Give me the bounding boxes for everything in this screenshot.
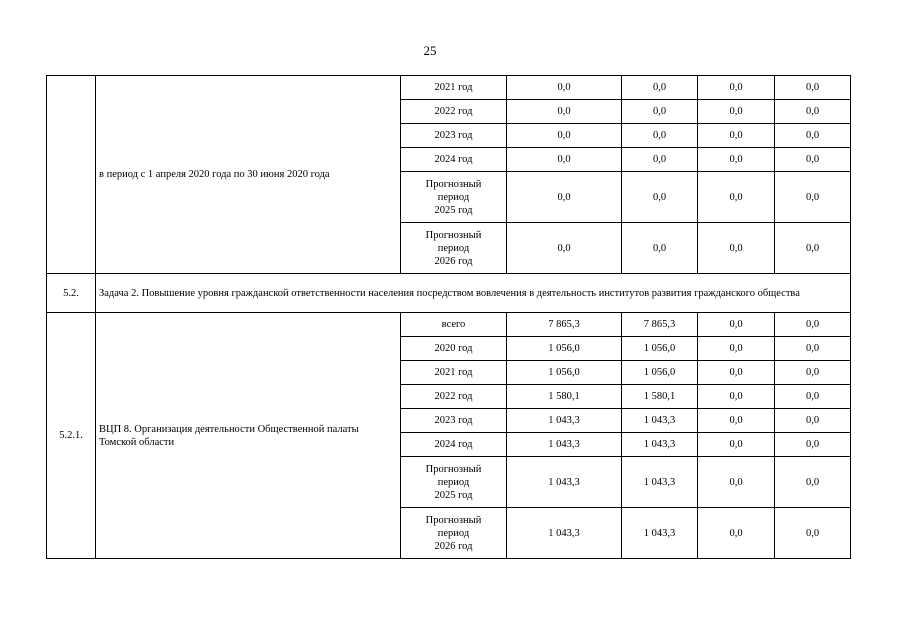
year-cell (401, 223, 507, 274)
value-cell: 0,0 (698, 223, 775, 274)
value-cell: 0,0 (698, 76, 775, 100)
value-cell: 0,0 (698, 313, 775, 337)
value-cell: 0,0 (698, 409, 775, 433)
value-cell: 0,0 (698, 385, 775, 409)
value-cell: 1 043,3 (507, 457, 622, 508)
table-row (47, 76, 851, 100)
value-cell: 0,0 (507, 223, 622, 274)
value-cell: 0,0 (622, 124, 698, 148)
task-text: Задача 2. Повышение уровня гражданской ответственности населения посредством вовлечения в деятельность институтов развития гражданского общества (96, 274, 851, 313)
value-cell: 0,0 (698, 508, 775, 559)
value-cell: 1 043,3 (622, 409, 698, 433)
year-cell: 2021 год (401, 361, 507, 385)
value-cell: 1 043,3 (507, 409, 622, 433)
task-number: 5.2. (47, 274, 96, 313)
year-cell (401, 457, 507, 508)
year-line: период (437, 242, 470, 254)
value-cell: 1 043,3 (622, 433, 698, 457)
event-name: в период с 1 апреля 2020 года по 30 июня 2020 года (96, 76, 401, 274)
value-cell: 0,0 (775, 361, 851, 385)
value-cell: 0,0 (775, 124, 851, 148)
year-line: Прогнозный (425, 514, 482, 526)
value-cell: 0,0 (622, 148, 698, 172)
year-cell: 2023 год (401, 124, 507, 148)
year-line: период (437, 527, 470, 539)
year-line: Прогнозный (425, 229, 482, 241)
year-cell: 2022 год (401, 100, 507, 124)
value-cell: 0,0 (698, 457, 775, 508)
value-cell: 0,0 (698, 361, 775, 385)
value-cell: 0,0 (622, 76, 698, 100)
value-cell: 0,0 (507, 124, 622, 148)
year-line: Прогнозный (425, 463, 482, 475)
value-cell: 0,0 (507, 172, 622, 223)
value-cell: 0,0 (775, 76, 851, 100)
value-cell: 0,0 (622, 223, 698, 274)
value-cell: 1 056,0 (622, 361, 698, 385)
value-cell: 1 056,0 (507, 337, 622, 361)
value-cell: 0,0 (775, 223, 851, 274)
value-cell: 1 580,1 (507, 385, 622, 409)
year-cell: 2022 год (401, 385, 507, 409)
value-cell: 0,0 (622, 100, 698, 124)
year-line: 2026 год (434, 540, 473, 552)
year-cell: 2024 год (401, 148, 507, 172)
value-cell: 0,0 (698, 433, 775, 457)
value-cell: 0,0 (698, 148, 775, 172)
year-cell: 2020 год (401, 337, 507, 361)
table-row (47, 313, 851, 337)
value-cell: 0,0 (775, 409, 851, 433)
page-number: 25 (423, 43, 437, 58)
value-cell: 0,0 (698, 172, 775, 223)
value-cell: 0,0 (775, 172, 851, 223)
value-cell: 0,0 (507, 148, 622, 172)
budget-table (46, 75, 851, 559)
year-line: период (437, 191, 470, 203)
year-cell: 2021 год (401, 76, 507, 100)
value-cell: 1 043,3 (507, 433, 622, 457)
value-cell: 1 043,3 (507, 508, 622, 559)
value-cell: 0,0 (698, 337, 775, 361)
value-cell: 1 056,0 (507, 361, 622, 385)
value-cell: 0,0 (622, 172, 698, 223)
value-cell: 0,0 (775, 508, 851, 559)
year-line: 2025 год (434, 204, 473, 216)
value-cell: 0,0 (698, 100, 775, 124)
year-cell: 2023 год (401, 409, 507, 433)
value-cell: 0,0 (698, 124, 775, 148)
value-cell: 0,0 (775, 337, 851, 361)
value-cell: 1 043,3 (622, 508, 698, 559)
value-cell: 0,0 (775, 457, 851, 508)
value-cell: 0,0 (775, 433, 851, 457)
value-cell: 0,0 (507, 100, 622, 124)
event-name: ВЦП 8. Организация деятельности Общественной палаты Томской области (96, 313, 401, 559)
value-cell: 0,0 (775, 313, 851, 337)
year-line: 2026 год (434, 255, 473, 267)
year-line: период (437, 476, 470, 488)
task-row (47, 274, 851, 313)
year-line: Прогнозный (425, 178, 482, 190)
value-cell: 0,0 (775, 148, 851, 172)
year-line: 2025 год (434, 489, 473, 501)
row-number-cell (47, 76, 96, 274)
year-cell (401, 172, 507, 223)
value-cell: 1 056,0 (622, 337, 698, 361)
value-cell: 7 865,3 (622, 313, 698, 337)
value-cell: 1 043,3 (622, 457, 698, 508)
year-cell (401, 508, 507, 559)
value-cell: 1 580,1 (622, 385, 698, 409)
year-cell: 2024 год (401, 433, 507, 457)
value-cell: 7 865,3 (507, 313, 622, 337)
year-cell: всего (401, 313, 507, 337)
value-cell: 0,0 (507, 76, 622, 100)
row-number-cell: 5.2.1. (47, 313, 96, 559)
value-cell: 0,0 (775, 385, 851, 409)
value-cell: 0,0 (775, 100, 851, 124)
